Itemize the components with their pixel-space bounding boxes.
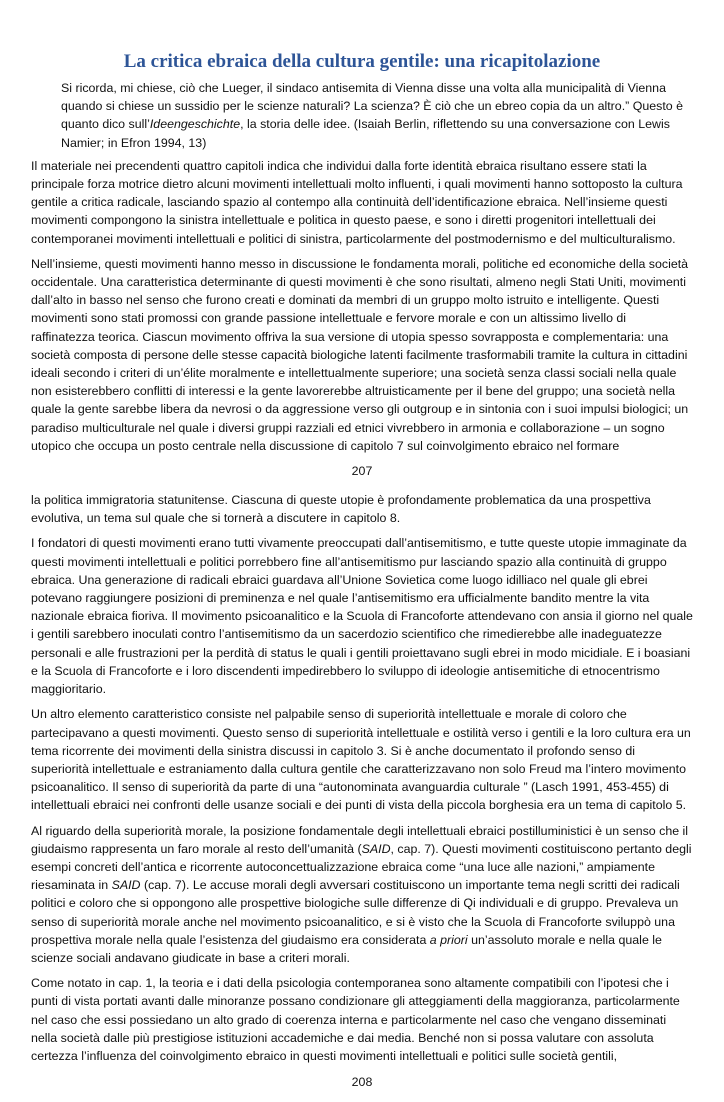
said-reference-1: SAID xyxy=(361,841,391,856)
paragraph-1: Il materiale nei precendenti quattro capitoli indica che individui dalla forte identità ebraica risultano essere stati la principale forza motrice dietro alcuni movimenti intellettuali molto influenti, i quali movimenti hanno sottoposto la cultura gentile a critica radicale, lasciando spazio al contempo alla continuità dell’identificazione ebraica. Nell’insieme questi movimenti compongono la sinistra intellettuale e politica in questo paese, e sono i diretti progenitori intellettuali dei contemporanei movimenti intellettuali e politici di sinistra, particolarmente del postmodernismo e del multiculturalismo. xyxy=(31,158,683,246)
paragraph-6-text-1: Al riguardo della superiorità morale, la posizione fondamentale degli intellettuali ebraici postilluministici è un senso che il giudaismo rappresenta un faro morale al resto dell’umanità ( xyxy=(31,823,689,856)
paragraph-6 xyxy=(31,822,693,968)
paragraph-3: la politica immigratoria statunitense. Ciascuna di queste utopie è profondamente problematica da una prospettiva evolutiva, un tema sul quale che si tornerà a discutere in capitolo 8. xyxy=(31,493,651,526)
document-title: La critica ebraica della cultura gentile: una ricapitolazione xyxy=(123,51,601,72)
paragraph-6-text-2: , cap. 7). Questi movimenti costituiscono pertanto degli esempi concreti dell’antica e ricorrente autoconcettualizzazione ebraica come “una luce alle nazioni,” ampiamente riesaminata in xyxy=(31,841,692,893)
epigraph-text: Si ricorda, mi chiese, ciò che Lueger, il sindaco antisemita di Vienna disse una volta alla municipalità di Vienna quando si chiese un sussidio per le scienze naturali? La scienza? È ciò che un ebreo copia da un altro.” Questo è quanto dico sull’ xyxy=(61,81,683,132)
paragraph-4: I fondatori di questi movimenti erano tutti vivamente preoccupati dall’antisemitismo, e tutte queste utopie immaginate da questi movimenti intellettuali e politici porrebbero fine all’antisemitismo pur lasciando spazio alla continuità di gruppo ebraica. Una generazione di radicali ebraici guardava all’Unione Sovietica come luogo idilliaco nel quale gli ebrei potevano raggiungere posizioni di preminenza e nel quale l’antisemitismo era ufficialmente bandito mentre la vita nazionale ebraica fioriva. Il movimento psicoanalitico e la Scuola di Francoforte attendevano con ansia il giorno nel quale i gentili sarebbero inoculati contro l’antisemitismo da un sacerdozio scientifico che rimedierebbe alle inadeguatezze personali e alle frustrazioni per la perdità di status le quali i gentili proiettavano sugli ebrei in modo micidiale. E i boasiani e la Scuola di Francoforte e i loro discendenti impedirebbero lo sviluppo di ideologie antisemitiche di etnocentrismo maggioritario. xyxy=(31,536,693,697)
epigraph-quote xyxy=(61,79,693,152)
page-number-207: 207 xyxy=(351,464,373,479)
epigraph-attribution: , la storia delle idee. (Isaiah Berlin, riflettendo su una conversazione con Lewis Namier; in Efron 1994, 13) xyxy=(61,117,670,150)
document-page xyxy=(31,50,693,1102)
paragraph-2: Nell’insieme, questi movimenti hanno messo in discussione le fondamenta morali, politiche ed economiche della società occidentale. Una caratteristica determinante di questi movimenti è che sono risultati, almeno negli Stati Uniti, movimenti dall’alto in basso nel senso che furono creati e dominati da membri di un gruppo molto istruito e intelligente. Questi movimenti sono stati promossi con grande passione intellettuale e fervore morale e con un altissimo livello di raffinatezza teorica. Ciascun movimento offriva la sua versione di utopia spesso sovrapposta e complementaria: una società composta di persone delle stesse capacità biologiche latenti facilmente trasformabili tramite la cultura in cittadini ideali secondo i criteri di un’élite moralmente e intellettualmente superiore; una società senza classi sociali nella quale non esisterebbero conflitti di interessi e la gente lavorerebbe altruisticamente per il bene del gruppo; una società nella quale la gente sarebbe libera da nevrosi o da aggressione verso gli outgroup e in sintonia con i suoi impulsi biologici; un paradiso multiculturale nel quale i diversi gruppi razziali ed etnici vivrebbero in armonia e collaborazione – un sogno utopico che occupa un posto centrale nella discussione di capitolo 7 sul coinvolgimento ebraico nel formare xyxy=(31,256,689,453)
said-reference-2: SAID xyxy=(111,878,141,893)
paragraph-5: Un altro elemento caratteristico consiste nel palpabile senso di superiorità intellettuale e morale di coloro che partecipavano a questi movimenti. Questo senso di superiorità intellettuale e ostilità verso i gentili e la loro cultura era un tema ricorrente dei movimenti della sinistra discussi in capitolo 3. Si è anche documentato il profondo senso di superiorità intellettuale e estraniamento dalla cultura gentile che caratterizzavano non solo Freud ma l’intero movimento psicoanalitico. Il senso di superiorità da parte di una “autonominata avanguardia culturale ” (Lasch 1991, 453-455) di intellettuali ebraici nei confronti delle usanze sociali e dei punti di vista della piccola borghesia era un tema di capitolo 5. xyxy=(31,707,691,813)
paragraph-6-text-4: un’assoluto morale e nella quale le scienze sociali andavano giudicate in base a criteri morali. xyxy=(31,932,662,965)
paragraph-6-text-3: (cap. 7). Le accuse morali degli avversari costituiscono un importante tema negli scritti dei radicali politici e coloro che si oppongono alle prospettive biologiche sulle differenze di Qi individuali e di gruppo. Prevaleva un senso di superiorità morale anche nel movimento psicoanalitico, e si è visto che la Scuola di Francoforte sviluppò una prospettiva morale nella quale l’esistenza del giudaismo era considerata xyxy=(31,878,680,947)
a-priori-term: a priori xyxy=(429,932,468,947)
epigraph-italic-term: Ideengeschichte xyxy=(149,117,241,132)
page-number-208: 208 xyxy=(351,1075,373,1090)
paragraph-7: Come notato in cap. 1, la teoria e i dati della psicologia contemporanea sono altamente compatibili con l’ipotesi che i punti di vista portati avanti dalle minoranze possano condizionare gli atteggiamenti della maggioranza, particolarmente nel caso che essi possiedano un alto grado di coerenza interna e particolarmente nel caso che vengano disseminati nella società dalle più prestigiose istituzioni accademiche e dai media. Benché non si possa valutare con assoluta certezza l’influenza del coinvolgimento ebraico in questi movimenti intellettuali e politici sulle società gentili, xyxy=(31,976,680,1063)
